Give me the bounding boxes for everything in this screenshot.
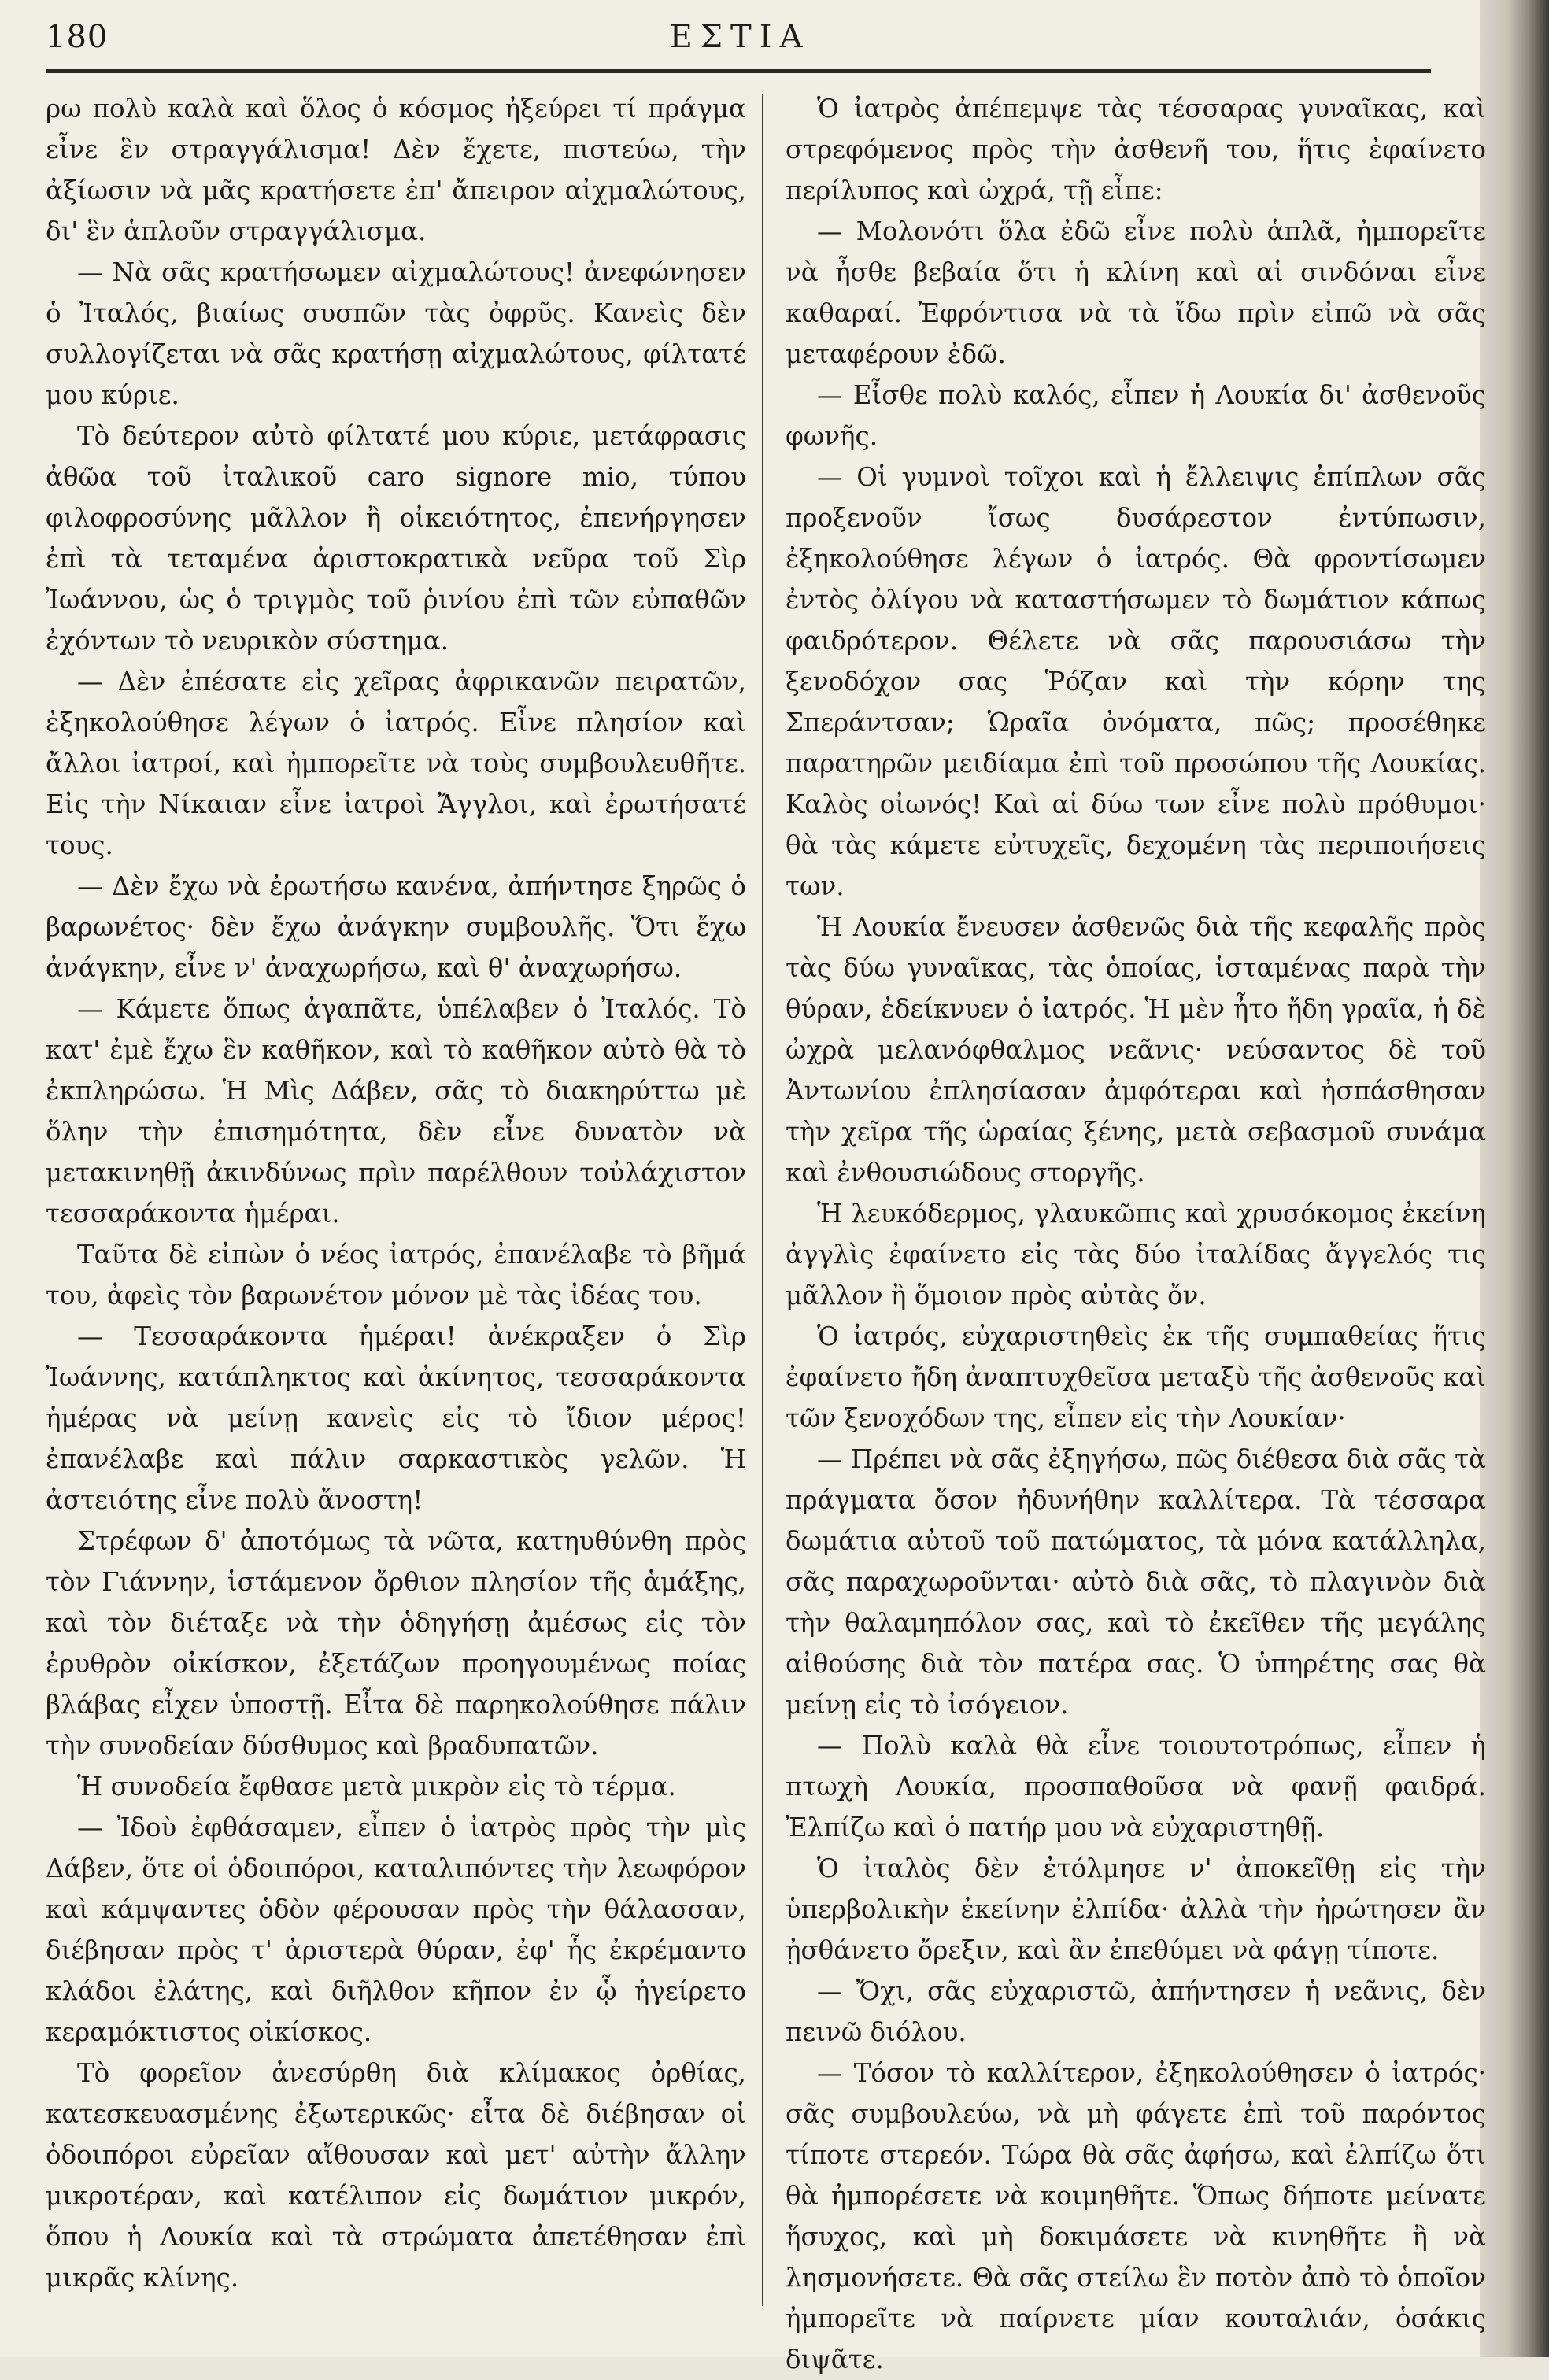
paragraph: ρω πολὺ καλὰ καὶ ὅλος ὁ κόσμος ἠξεύρει τί πράγμα εἶνε ἓν στραγγάλισμα! Δὲν ἔχετε, πιστεύω, τὴν ἀξίωσιν νὰ μᾶς κρατήσετε ἐπ' ἄπειρον αἰχμαλώτους, δι' ἓν ἁπλοῦν στραγγάλισμα. (46, 94, 746, 246)
paragraph: Τὸ φορεῖον ἀνεσύρθη διὰ κλίμακος ὀρθίας, κατεσκευασμένης ἐξωτερικῶς· εἶτα δὲ διέβησαν οἱ ὁδοιπόροι εὐρεῖαν αἴθουσαν καὶ μετ' αὐτὴν ἄλλην μικροτέραν, καὶ κατέλιπον εἰς δωμάτιον μικρόν, ὅπου ἡ Λουκία καὶ τὰ στρώματα ἀπετέθησαν ἐπὶ μικρᾶς κλίνης. (46, 2058, 746, 2293)
paragraph: — Ὄχι, σᾶς εὐχαριστῶ, ἀπήντησεν ἡ νεᾶνις, δὲν πεινῶ διόλου. (786, 1976, 1486, 2047)
header-rule (46, 69, 1431, 73)
paragraph: — Εἶσθε πολὺ καλός, εἶπεν ἡ Λουκία δι' ἀσθενοῦς φωνῆς. (786, 380, 1486, 451)
paragraph: Τὸ δεύτερον αὐτὸ φίλτατέ μου κύριε, μετάφρασις ἀθῶα τοῦ ἰταλικοῦ caro signore mio, τύπου φιλοφροσύνης μᾶλλον ἢ οἰκειότητος, ἐπενήργησεν ἐπὶ τὰ τεταμένα ἀριστοκρατικὰ νεῦρα τοῦ Σὶρ Ἰωάννου, ὡς ὁ τριγμὸς τοῦ ῥινίου ἐπὶ τῶν εὐπαθῶν ἐχόντων τὸ νευρικὸν σύστημα. (46, 421, 746, 656)
paragraph: Ὁ ἰατρὸς ἀπέπεμψε τὰς τέσσαρας γυναῖκας, καὶ στρεφόμενος πρὸς τὴν ἀσθενῆ του, ἥτις ἐφαίνετο περίλυπος καὶ ὠχρά, τῇ εἶπε: (786, 94, 1486, 205)
column-divider (762, 94, 763, 2306)
paragraph: Ἡ Λουκία ἔνευσεν ἀσθενῶς διὰ τῆς κεφαλῆς πρὸς τὰς δύω γυναῖκας, τὰς ὁποίας, ἱσταμένας παρὰ τὴν θύραν, ἐδείκνυεν ὁ ἰατρός. Ἡ μὲν ἦτο ἤδη γραῖα, ἡ δὲ ὠχρὰ μελανόφθαλμος νεᾶνις· νεύσαντος δὲ τοῦ Ἀντωνίου ἐπλησίασαν ἀμφότεραι καὶ ἠσπάσθησαν τὴν χεῖρα τῆς ὡραίας ξένης, μετὰ σεβασμοῦ συνάμα καὶ ἐνθουσιώδους στοργῆς. (786, 912, 1486, 1188)
paragraph: — Πολὺ καλὰ θὰ εἶνε τοιουτοτρόπως, εἶπεν ἡ πτωχὴ Λουκία, προσπαθοῦσα νὰ φανῇ φαιδρά. Ἐλπίζω καὶ ὁ πατήρ μου νὰ εὐχαριστηθῇ. (786, 1731, 1486, 1842)
paragraph: Στρέφων δ' ἀποτόμως τὰ νῶτα, κατηυθύνθη πρὸς τὸν Γιάννην, ἱστάμενον ὄρθιον πλησίον τῆς ἁμάξης, καὶ τὸν διέταξε νὰ τὴν ὁδηγήσῃ ἀμέσως εἰς τὸν ἐρυθρὸν οἰκίσκον, ἐξετάζων προηγουμένως ποίας βλάβας εἶχεν ὑποστῇ. Εἶτα δὲ παρηκολούθησε πάλιν τὴν συνοδείαν δύσθυμος καὶ βραδυπατῶν. (46, 1526, 746, 1761)
paragraph: Ταῦτα δὲ εἰπὼν ὁ νέος ἰατρός, ἐπανέλαβε τὸ βῆμά του, ἀφεὶς τὸν βαρωνέτον μόνον μὲ τὰς ἰδέας του. (46, 1240, 746, 1310)
paragraph: — Μολονότι ὅλα ἐδῶ εἶνε πολὺ ἁπλᾶ, ἠμπορεῖτε νὰ ἦσθε βεβαία ὅτι ἡ κλίνη καὶ αἱ σινδόναι εἶνε καθαραί. Ἐφρόντισα νὰ τὰ ἴδω πρὶν εἰπῶ νὰ σᾶς μεταφέρουν ἐδῶ. (786, 216, 1486, 369)
page-number: 180 (46, 19, 109, 55)
paragraph: — Οἱ γυμνοὶ τοῖχοι καὶ ἡ ἔλλειψις ἐπίπλων σᾶς προξενοῦν ἴσως δυσάρεστον ἐντύπωσιν, ἐξηκολούθησε λέγων ὁ ἰατρός. Θὰ φροντίσωμεν ἐντὸς ὀλίγου νὰ καταστήσωμεν τὸ δωμάτιον κάπως φαιδρότερον. Θέλετε νὰ σᾶς παρουσιάσω τὴν ξενοδόχον σας Ῥόζαν καὶ τὴν κόρην της Σπεράντσαν; Ὡραῖα ὀνόματα, πῶς; προσέθηκε παρατηρῶν μειδίαμα ἐπὶ τοῦ προσώπου τῆς Λουκίας. Καλὸς οἰωνός! Καὶ αἱ δύω των εἶνε πολὺ πρόθυμοι· θὰ τὰς κάμετε εὐτυχεῖς, δεχομένη τὰς περιποιήσεις των. (786, 462, 1486, 901)
text-column-left (46, 88, 746, 2323)
paragraph: — Τόσον τὸ καλλίτερον, ἐξηκολούθησεν ὁ ἰατρός· σᾶς συμβουλεύω, νὰ μὴ φάγετε ἐπὶ τοῦ παρόντος τίποτε στερεόν. Τώρα θὰ σᾶς ἀφήσω, καὶ ἐλπίζω ὅτι θὰ ἠμπορέσετε νὰ κοιμηθῆτε. Ὅπως δήποτε μείνατε ἥσυχος, καὶ μὴ δοκιμάσετε νὰ κινηθῆτε ἢ νὰ λησμονήσετε. Θὰ σᾶς στείλω ἓν ποτὸν ἀπὸ τὸ ὁποῖον ἠμπορεῖτε νὰ παίρνετε μίαν κουταλιάν, ὁσάκις διψᾶτε. (786, 2058, 1486, 2374)
paragraph: — Τεσσαράκοντα ἡμέραι! ἀνέκραξεν ὁ Σὶρ Ἰωάννης, κατάπληκτος καὶ ἀκίνητος, τεσσαράκοντα ἡμέρας νὰ μείνῃ κανεὶς εἰς τὸ ἴδιον μέρος! ἐπανέλαβε καὶ πάλιν σαρκαστικὸς γελῶν. Ἡ ἀστειότης εἶνε πολὺ ἄνοστη! (46, 1321, 746, 1515)
journal-title: ΕΣΤΙΑ (669, 19, 811, 55)
paragraph: — Νὰ σᾶς κρατήσωμεν αἰχμαλώτους! ἀνεφώνησεν ὁ Ἰταλός, βιαίως συσπῶν τὰς ὀφρῦς. Κανεὶς δὲν συλλογίζεται νὰ σᾶς κρατήσῃ αἰχμαλώτους, φίλτατέ μου κύριε. (46, 257, 746, 410)
paragraph: — Δὲν ἔχω νὰ ἐρωτήσω κανένα, ἀπήντησε ξηρῶς ὁ βαρωνέτος· δὲν ἔχω ἀνάγκην συμβουλῆς. Ὅτι ἔχω ἀνάγκην, εἶνε ν' ἀναχωρήσω, καὶ θ' ἀναχωρήσω. (46, 871, 746, 983)
paragraph: Ἡ συνοδεία ἔφθασε μετὰ μικρὸν εἰς τὸ τέρμα. (77, 1772, 676, 1802)
paragraph: — Δὲν ἐπέσατε εἰς χεῖρας ἀφρικανῶν πειρατῶν, ἐξηκολούθησε λέγων ὁ ἰατρός. Εἶνε πλησίον καὶ ἄλλοι ἰατροί, καὶ ἠμπορεῖτε νὰ τοὺς συμβουλευθῆτε. Εἰς τὴν Νίκαιαν εἶνε ἰατροὶ Ἄγγλοι, καὶ ἐρωτήσατέ τους. (46, 667, 746, 860)
text-column-right (786, 88, 1486, 2374)
paragraph: — Πρέπει νὰ σᾶς ἐξηγήσω, πῶς διέθεσα διὰ σᾶς τὰ πράγματα ὅσον ἠδυνήθην καλλίτερα. Τὰ τέσσαρα δωμάτια αὐτοῦ τοῦ πατώματος, τὰ μόνα κατάλληλα, σᾶς παραχωροῦνται· αὐτὸ διὰ σᾶς, τὸ πλαγινὸν διὰ τὴν θαλαμηπόλον σας, καὶ τὸ ἐκεῖθεν τῆς μεγάλης αἰθούσης διὰ τὸν πατέρα σας. Ὁ ὑπηρέτης σας θὰ μείνῃ εἰς τὸ ἰσόγειον. (786, 1444, 1486, 1720)
paragraph: — Ἰδοὺ ἐφθάσαμεν, εἶπεν ὁ ἰατρὸς πρὸς τὴν μὶς Δάβεν, ὅτε οἱ ὁδοιπόροι, καταλιπόντες τὴν λεωφόρον καὶ κάμψαντες ὁδὸν φέρουσαν πρὸς τὴν θάλασσαν, διέβησαν πρὸς τ' ἀριστερὰ θύραν, ἐφ' ἧς ἐκρέμαντο κλάδοι ἐλάτης, καὶ διῆλθον κῆπον ἐν ᾧ ἠγείρετο κεραμόκτιστος οἰκίσκος. (46, 1813, 746, 2047)
paragraph: Ἡ λευκόδερμος, γλαυκῶπις καὶ χρυσόκομος ἐκείνη ἀγγλὶς ἐφαίνετο εἰς τὰς δύο ἰταλίδας ἄγγελός τις μᾶλλον ἢ ὅμοιον πρὸς αὐτὰς ὄν. (786, 1199, 1486, 1310)
paragraph: Ὁ ἰταλὸς δὲν ἐτόλμησε ν' ἀποκεῖθῃ εἰς τὴν ὑπερβολικὴν ἐκείνην ἐλπίδα· ἀλλὰ τὴν ἠρώτησεν ἂν ᾐσθάνετο ὄρεξιν, καὶ ἂν ἐπεθύμει νὰ φάγῃ τίποτε. (786, 1853, 1486, 1965)
paragraph: Ὁ ἰατρός, εὐχαριστηθεὶς ἐκ τῆς συμπαθείας ἥτις ἐφαίνετο ἤδη ἀναπτυχθεῖσα μεταξὺ τῆς ἀσθενοῦς καὶ τῶν ξενοχόδων της, εἶπεν εἰς τὴν Λουκίαν· (786, 1321, 1486, 1433)
paragraph: — Κάμετε ὅπως ἀγαπᾶτε, ὑπέλαβεν ὁ Ἰταλός. Τὸ κατ' ἐμὲ ἔχω ἓν καθῆκον, καὶ τὸ καθῆκον αὐτὸ θὰ τὸ ἐκπληρώσω. Ἡ Μὶς Δάβεν, σᾶς τὸ διακηρύττω μὲ ὅλην τὴν ἐπισημότητα, δὲν εἶνε δυνατὸν νὰ μετακινηθῇ ἀκινδύνως πρὶν παρέλθουν τοὐλάχιστον τεσσαράκοντα ἡμέραι. (46, 994, 746, 1229)
page-binding-shadow (1480, 0, 1549, 2357)
